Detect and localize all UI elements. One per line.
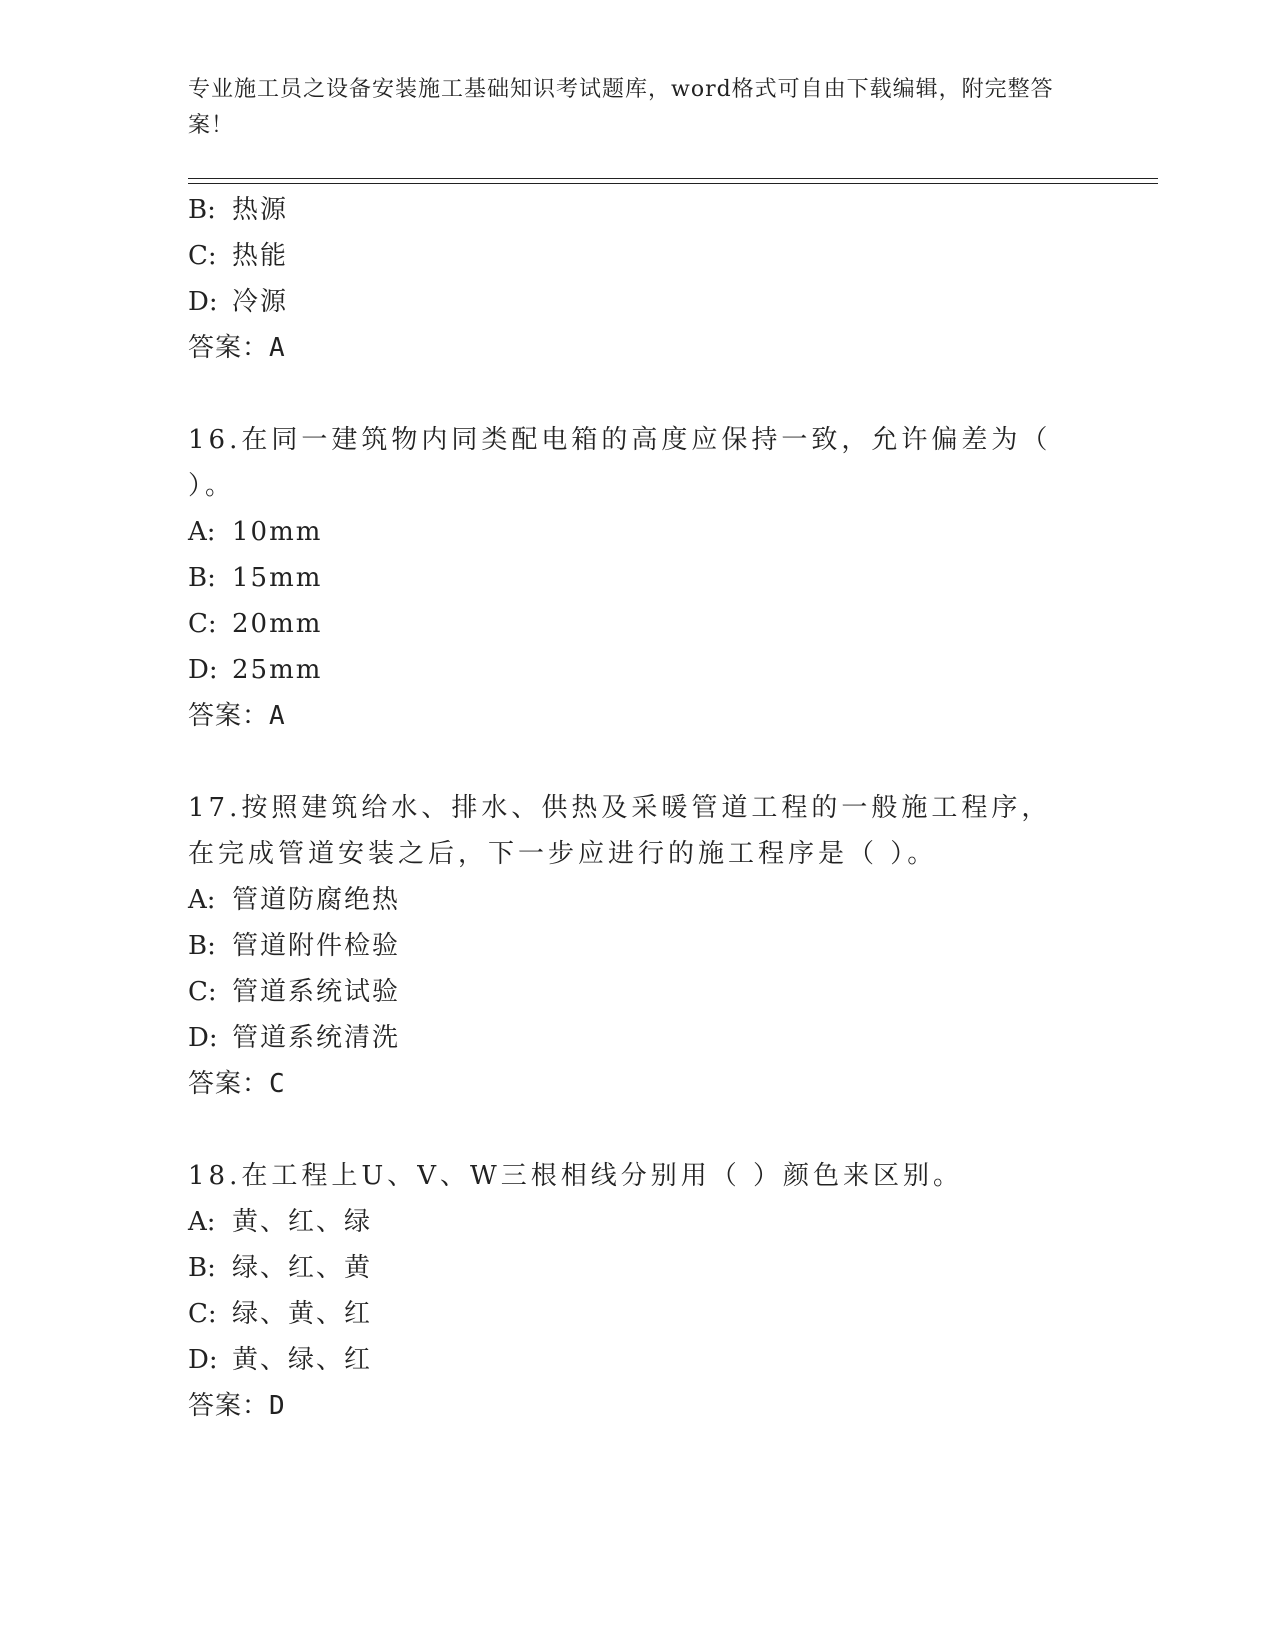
option-text: 热能 <box>232 241 289 271</box>
option-a <box>188 509 1088 555</box>
option-text: 冷源 <box>232 287 289 317</box>
option-label: C: <box>188 1299 217 1329</box>
option-text: 绿、红、黄 <box>232 1253 373 1283</box>
question-17 <box>188 785 1088 1107</box>
question-text: 16.在同一建筑物内同类配电箱的高度应保持一致，允许偏差为（ ）。 <box>188 425 1052 501</box>
question-text: 17.按照建筑给水、排水、供热及采暖管道工程的一般施工程序，在完成管道安装之后，下一步应进行的施工程序是（ ）。 <box>188 793 1052 869</box>
question-16 <box>188 417 1088 739</box>
option-label: A: <box>188 1207 216 1237</box>
option-b <box>188 187 1088 233</box>
option-text: 15mm <box>232 563 323 593</box>
option-text: 管道系统试验 <box>232 977 401 1007</box>
answer-line: 答案：A <box>188 701 286 731</box>
option-label: B: <box>188 195 216 225</box>
option-text: 20mm <box>232 609 323 639</box>
option-a <box>188 1199 1088 1245</box>
option-d <box>188 279 1088 325</box>
option-text: 管道系统清洗 <box>232 1023 401 1053</box>
option-b <box>188 1245 1088 1291</box>
option-label: A: <box>188 517 216 547</box>
question-text: 18.在工程上U、V、W三根相线分别用（ ）颜色来区别。 <box>188 1161 964 1191</box>
option-label: C: <box>188 609 217 639</box>
option-text: 管道防腐绝热 <box>232 885 401 915</box>
option-a <box>188 877 1088 923</box>
option-d <box>188 1337 1088 1383</box>
question-18 <box>188 1153 1088 1429</box>
header-divider-top <box>188 178 1158 179</box>
option-label: D: <box>188 1345 218 1375</box>
option-d <box>188 1015 1088 1061</box>
option-b <box>188 555 1088 601</box>
option-label: D: <box>188 655 218 685</box>
option-d <box>188 647 1088 693</box>
option-label: B: <box>188 563 216 593</box>
answer-line: 答案：D <box>188 1391 286 1421</box>
option-c <box>188 969 1088 1015</box>
option-label: D: <box>188 1023 218 1053</box>
option-text: 10mm <box>232 517 323 547</box>
option-text: 25mm <box>232 655 323 685</box>
question-list <box>188 187 1088 1429</box>
document-header: 专业施工员之设备安装施工基础知识考试题库，word格式可自由下载编辑，附完整答案！ <box>188 77 1054 138</box>
spacer <box>188 371 1088 417</box>
option-c <box>188 1291 1088 1337</box>
spacer <box>188 1107 1088 1153</box>
option-text: 黄、绿、红 <box>232 1345 373 1375</box>
option-text: 绿、黄、红 <box>232 1299 373 1329</box>
option-b <box>188 923 1088 969</box>
option-label: A: <box>188 885 216 915</box>
header-divider-bottom <box>188 183 1158 184</box>
option-label: B: <box>188 931 216 961</box>
option-label: D: <box>188 287 218 317</box>
option-c <box>188 601 1088 647</box>
option-label: C: <box>188 977 217 1007</box>
option-label: B: <box>188 1253 216 1283</box>
answer-line: 答案：A <box>188 333 286 363</box>
option-text: 管道附件检验 <box>232 931 401 961</box>
option-text: 热源 <box>232 195 289 225</box>
question-15-tail <box>188 187 1088 371</box>
option-c <box>188 233 1088 279</box>
spacer <box>188 739 1088 785</box>
option-label: C: <box>188 241 217 271</box>
answer-line: 答案：C <box>188 1069 286 1099</box>
option-text: 黄、红、绿 <box>232 1207 373 1237</box>
